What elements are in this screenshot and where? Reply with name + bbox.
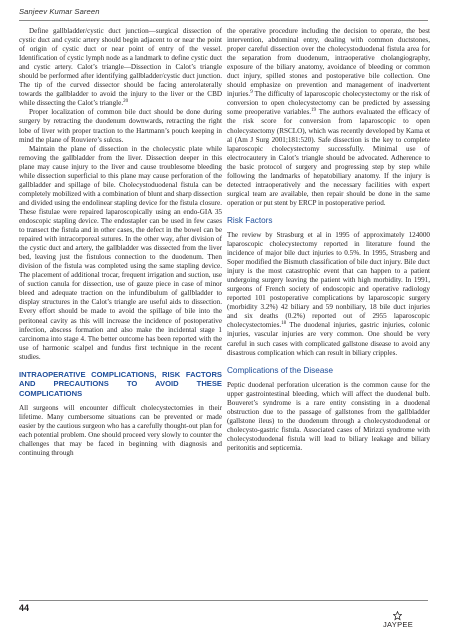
citation-calot: 20 xyxy=(123,99,129,105)
paragraph-peptic: Peptic duodenal perforation ulceration is the common cause for the upper gastrointestinal bleeding, which will affect the duodenal bulb. Bouveret’s syndrome is a rare entity consisting in a duodenal obstruction due to the passage of gallstones from the gallbladder (gallstone ileus) to the duodenum through a cholecystoduodenal or cholecysto-gastric fistula. Associated cases of Mirizzi syndrome with cholecystoduodenal fistula will lead to biliary leakage and biliary peritonitis and septicemia. xyxy=(227,380,430,452)
citation-cholecystectomies: 18 xyxy=(281,321,287,327)
footer-rule xyxy=(19,600,428,601)
paragraph-junction-text: Define gallbladder/cystic duct junction—surgical dissection of cystic duct and cystic artery should begin adjacent to or near the point of origin of cystic duct or near point of entry of the vessel. Identification of cystic lymph node as a landmark to define cystic duct and cystic artery. Calot’s triangle—Dissection in Calot’s triangle should be performed after identifying gallbladder/cystic duct junction. The tip of the curved dissector should be facing anterolaterally towards the gallbladder to avoid the injury to the liver or the CBD while dissecting the Calot’s triangle. xyxy=(19,27,222,108)
section-heading-intraoperative: INTRAOPERATIVE COMPLICATIONS, RISK FACTORS AND PRECAUTIONS TO AVOID THESE COMPLICATIONS xyxy=(19,369,222,398)
right-column xyxy=(227,27,430,453)
publisher-name: JAYPEE xyxy=(383,620,414,629)
section-heading-complications: Complications of the Disease xyxy=(227,365,334,375)
citation-variables: 19 xyxy=(311,108,317,114)
paragraph-risk-review xyxy=(227,231,430,358)
publisher-logo xyxy=(378,611,428,629)
text-segment: The difficulty of laparoscopic cholecystectomy or the risk of conversion to open cholecystectomy can be predicted by assessing some preoperative variables. xyxy=(227,90,430,117)
left-column xyxy=(19,27,222,458)
paragraph-surgeons: All surgeons will encounter difficult cholecystectomies in their lifetime. Many cumbersome situations can be prevented or made easier by the cautious surgeon who has a carefully thought-out plan for each potential problem. One should proceed very slowly to counter the challenges that may be faced in beginning with diagnosis and continuing through xyxy=(19,403,222,457)
text-segment: The authors evaluated the efficacy of the risk score for conversion from laparoscopic to open cholecystectomy (RSCLO), which was recently developed by Kama et al (Am J Surg 2001;181:520). Safe dissection is the key to complete laparoscopic cholecystectomy successfully. Minimal use of electrocautery in Calot’s triangle should be advocated. Adherence to the basic protocol of surgery and progressing step by step while following the landmarks of hepatobiliary anatomy. If the injury is detected intraoperatively and the necessary facilities with expert surgical team are available, then repair should be done in the same operation or put stent by ERCP in postoperative period. xyxy=(227,108,430,207)
paragraph-junction xyxy=(19,27,222,108)
text-segment: the operative procedure including the decision to operate, the best intervention, abdominal entry, dealing with common ductstones, proper careful dissection over the cholecystoduodenal fistula area for the separation from duodenum, intraoperative cholangiography, exposure of the biliary anatomy, avoidance of bleeding or common duct injury, spilled stones and postoperative bile collection. One should emphasize on prevention and management of inadvertent injuries. xyxy=(227,27,430,99)
section-heading-risk-factors: Risk Factors xyxy=(227,215,273,225)
running-header-author: Sanjeev Kumar Sareen xyxy=(19,7,100,16)
text-segment: The review by Strasburg et al in 1995 of approximately 124000 laparoscopic cholecystectomy reported in literature found the incidence of major bile duct injuries to 0.5%. In 1995, Strasberg and Soper modified the Bismuth classification of bile duct injury. Bile duct injury is the most catastrophic event that can happen to a patient undergoing surgery leaving the patient with high morbidity. In 1991, surgeons of French society of endoscopic and operative radiology reported 101 postoperative complications by laparoscopic surgery (morbidity 3.2%) 42 biliary and 59 nonbiliary, 18 bile duct injuries and six deaths (0.2%) reported out of 2955 laparoscopic cholecystectomies. xyxy=(227,230,430,330)
header-rule xyxy=(19,20,428,21)
paragraph-operative-procedure xyxy=(227,27,430,208)
text-segment: The duodenal injuries, gastric injuries, colonic injuries, vascular injuries are very common. One should be very careful in such cases with complicated gallstone disease to avoid any disastrous complication which can result in biliary cripples. xyxy=(227,321,430,357)
page-number: 44 xyxy=(19,603,30,613)
paragraph-dissection-plane: Maintain the plane of dissection in the cholecystic plate while removing the gallbladder from the liver. Dissection deeper in this plane may cause injury to the liver and cause troublesome bleeding while dissection superficial to this plane may cause perforation of the gallbladder and spillage of bile. Cholecystoduodenal fistula can be completely mobilized with a combination of blunt and sharp dissection and divided using the endolinear stapling device for the fistula closure. These fistulae were repaired laparoscopically using an endo-GIA 35 endoscopic stapling device. The endostapler can be used in few cases to transect the fistula and in other cases, the defect in the bowel can be repaired with intracorporeal sutures. In the other way, after division of the cystic duct and artery, the gallbladder was dissected from the liver bed, leaving just the fistulous connection to the duodenum. Then division of the fistula was completed using the same stapling device. The placement of additional trocar, frequent irrigation and suction, use of suction canula for dissection, use of gauze piece in case of minor bleed and adequate traction on the infundibulum of gallbladder to display structures in the Calot’s triangle are useful aids to dissection. Every effort should be made to avoid the spillage of bile into the peritoneal cavity as this will increase the incidence of postoperative infection, abscess formation and also make the incidental stage 1 carcinoma into stage 4. The better outcome has been reported with the use of harmonic scalpel and fundus first technique in the recent studies. xyxy=(19,144,222,361)
paragraph-localization: Proper localization of common bile duct should be done during surgery by retracting the duodenum downwards, retracting the right lobe of liver with proper traction to the Hartmann’s pouch keeping in mind the plane of Rouviere’s sulcus. xyxy=(19,108,222,144)
citation-injuries: 9 xyxy=(250,90,253,96)
